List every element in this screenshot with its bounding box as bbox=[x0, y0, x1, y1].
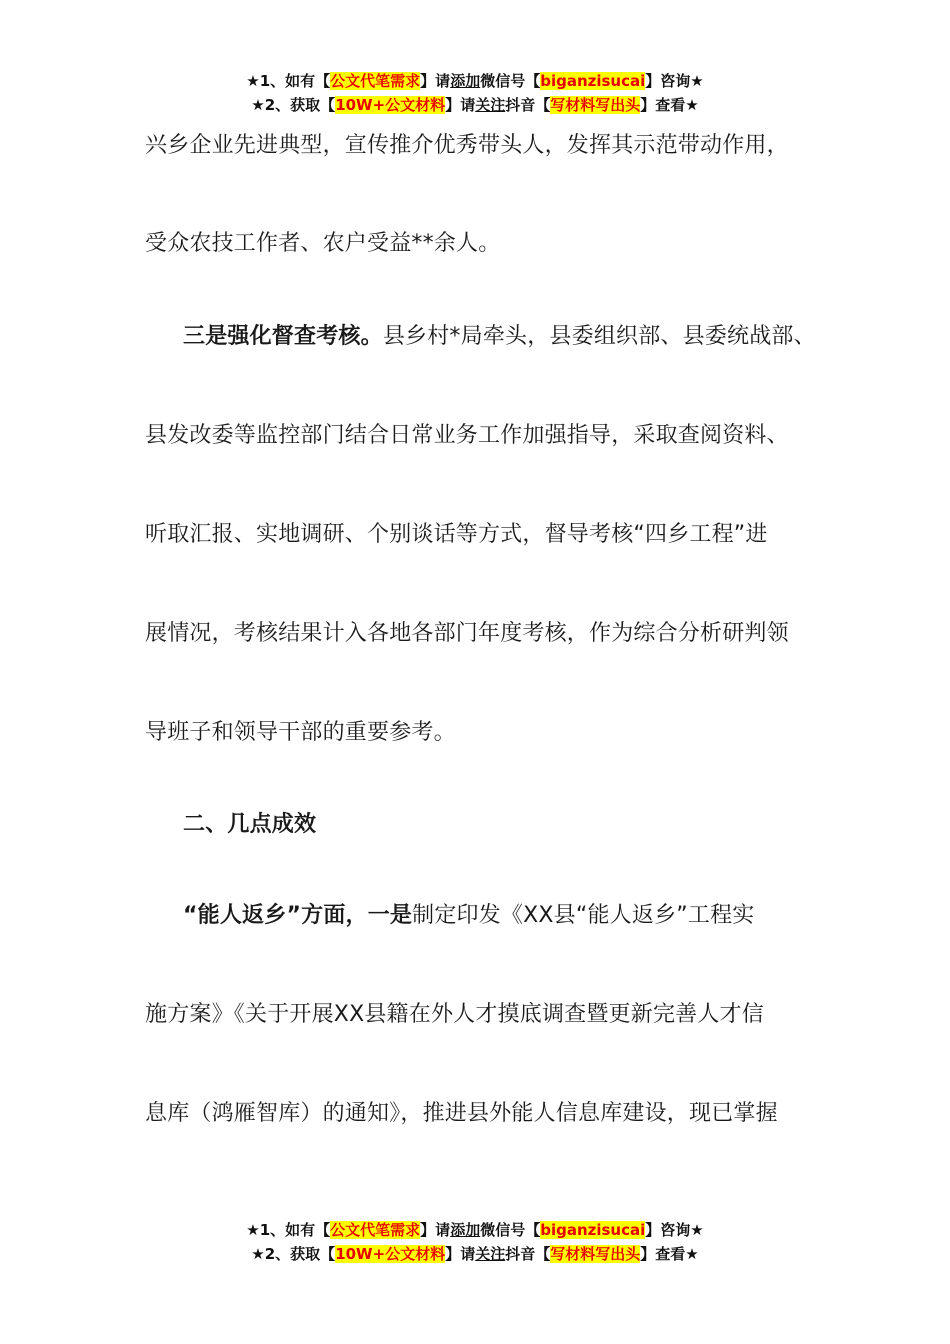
body-line: 施方案》《关于开展XX县籍在外人才摸底调查暨更新完善人才信 bbox=[145, 1002, 764, 1027]
body-line: 导班子和领导干部的重要参考。 bbox=[145, 720, 456, 745]
highlight-douyin-account: 写材料写出头 bbox=[550, 1245, 641, 1263]
section-lead-bold: 三是强化督查考核。 bbox=[183, 324, 383, 349]
highlight-wechat-id: biganzisucai bbox=[540, 1221, 646, 1239]
highlight-service: 公文代笔需求 bbox=[330, 1221, 421, 1239]
footer-banner bbox=[0, 1218, 950, 1266]
body-line: 三是强化督查考核。县乡村*局牵头，县委组织部、县委统战部、 bbox=[183, 324, 816, 349]
highlight-wechat-id: biganzisucai bbox=[540, 72, 646, 90]
header-banner bbox=[0, 69, 950, 117]
banner-line-1: ★1、如有【公文代笔需求】请添加微信号【biganzisucai】咨询★ bbox=[246, 1221, 704, 1239]
highlight-materials: 10W+公文材料 bbox=[335, 1245, 446, 1263]
banner-line-2: ★2、获取【10W+公文材料】请关注抖音【写材料写出头】查看★ bbox=[251, 1245, 699, 1263]
banner-line-1: ★1、如有【公文代笔需求】请添加微信号【biganzisucai】咨询★ bbox=[246, 72, 704, 90]
section-heading: 二、几点成效 bbox=[183, 812, 317, 837]
body-line: 息库（鸿雁智库）的通知》，推进县外能人信息库建设，现已掌握 bbox=[145, 1101, 778, 1126]
highlight-service: 公文代笔需求 bbox=[330, 72, 421, 90]
body-line: 展情况，考核结果计入各地各部门年度考核，作为综合分析研判领 bbox=[145, 621, 789, 646]
banner-line-2: ★2、获取【10W+公文材料】请关注抖音【写材料写出头】查看★ bbox=[251, 96, 699, 114]
body-line: “能人返乡”方面，一是制定印发《XX县“能人返乡”工程实 bbox=[183, 903, 755, 928]
body-line: 受众农技工作者、农户受益**余人。 bbox=[145, 231, 501, 256]
body-line: 听取汇报、实地调研、个别谈话等方式，督导考核“四乡工程”进 bbox=[145, 522, 768, 547]
highlight-materials: 10W+公文材料 bbox=[335, 96, 446, 114]
body-line: 兴乡企业先进典型，宣传推介优秀带头人，发挥其示范带动作用， bbox=[145, 133, 789, 158]
body-line: 县发改委等监控部门结合日常业务工作加强指导，采取查阅资料、 bbox=[145, 423, 789, 448]
highlight-douyin-account: 写材料写出头 bbox=[550, 96, 641, 114]
